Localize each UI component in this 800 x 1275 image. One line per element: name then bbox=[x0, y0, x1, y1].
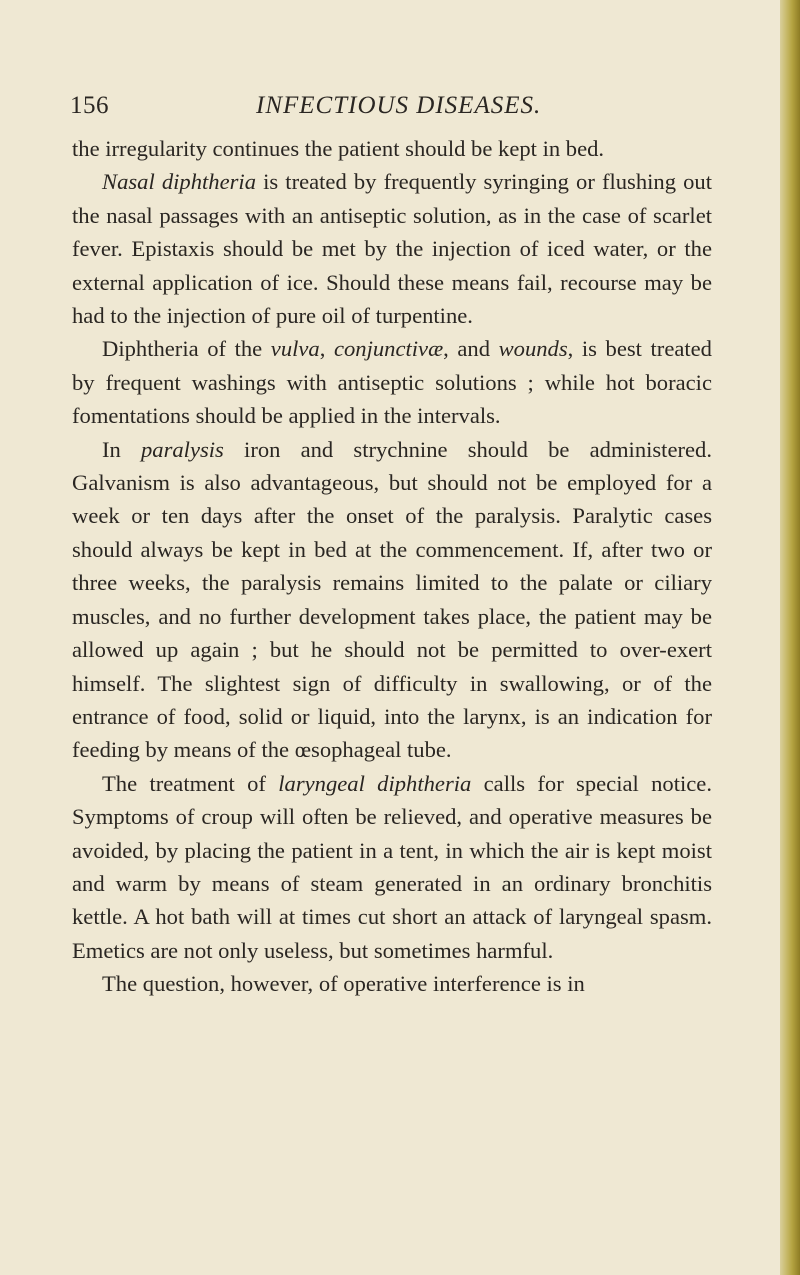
paragraph-text: Diphtheria of the bbox=[102, 336, 271, 362]
body-text bbox=[72, 132, 712, 1001]
paragraph-text: , is best treated by frequent washings with antiseptic solutions ; while hot boracic fomentations should be applied in the intervals. bbox=[72, 336, 712, 429]
page-header bbox=[70, 92, 730, 126]
paragraph-vulva-conjunctivae bbox=[72, 332, 712, 432]
paragraph-text: is treated by frequently syringing or flushing out the nasal passages with an antiseptic solution, as in the case of scarlet fever. Epistaxis should be met by the injection of iced water, or the external application of ice. Should these means fail, recourse may be had to the injection of pure oil of turpentine. bbox=[72, 169, 712, 329]
emphasis-wounds: wounds bbox=[498, 336, 568, 362]
paragraph-text: The treatment of bbox=[102, 770, 279, 796]
emphasis-paralysis: paralysis bbox=[141, 436, 224, 462]
emphasis-laryngeal-diphtheria: laryngeal diphtheria bbox=[278, 770, 472, 796]
paragraph-laryngeal-diphtheria bbox=[72, 767, 712, 967]
page-number: 156 bbox=[70, 92, 109, 119]
paragraph-text: calls for special notice. Symptoms of croup will often be relieved, and operative measures be avoided, by placing the patient in a tent, in which the air is kept moist and warm by means of steam generated in an ordinary bronchitis kettle. A hot bath will at times cut short an attack of laryngeal spasm. Emetics are not only useless, but sometimes harmful. bbox=[72, 770, 712, 963]
paragraph-text: iron and strychnine should be administered. Galvanism is also advantageous, but should not be employed for a week or ten days after the onset of the paralysis. Paralytic cases should always be kept in bed at the commencement. If, after two or three weeks, the paralysis remains limited to the palate or ciliary muscles, and no further development takes place, the patient may be allowed up again ; but he should not be permitted to over-exert himself. The slightest sign of difficulty in swallowing, or of the entrance of food, solid or liquid, into the larynx, is an indication for feeding by means of the œsophageal tube. bbox=[72, 436, 712, 763]
paragraph-nasal-diphtheria bbox=[72, 165, 712, 332]
paragraph-paralysis bbox=[72, 433, 712, 767]
running-head: INFECTIOUS DISEASES. bbox=[256, 92, 542, 119]
paragraph-text: The question, however, of operative interference is in bbox=[102, 971, 585, 997]
separator: , and bbox=[443, 336, 499, 362]
emphasis-nasal-diphtheria: Nasal diphtheria bbox=[102, 169, 256, 195]
paragraph-continuation bbox=[72, 132, 712, 165]
paragraph-text: the irregularity continues the patient should be kept in bed. bbox=[72, 136, 605, 161]
paragraph-operative-interference bbox=[72, 967, 712, 1000]
paragraph-text: In bbox=[102, 436, 141, 462]
separator: , bbox=[319, 336, 334, 362]
page-edge bbox=[780, 0, 800, 1275]
emphasis-conjunctivae: conjunctivæ bbox=[333, 336, 444, 362]
emphasis-vulva: vulva bbox=[270, 336, 320, 362]
